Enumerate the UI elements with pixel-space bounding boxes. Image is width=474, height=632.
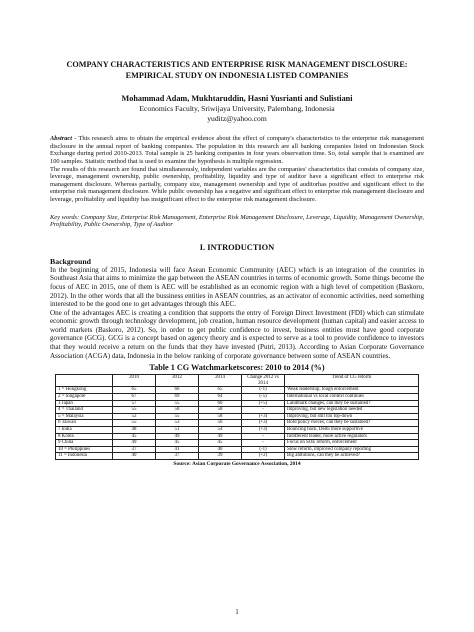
table-row — [56, 407, 419, 414]
page-number: 1 — [235, 608, 239, 616]
abstract-para-2: The results of this research are found that simultaneously, independent variables are the companies' characteristics that consists of company size, leverage, management ownership, public ownership, profitability, liquidity and type of auditor have a significant effect to enterprise risk management disclosure. Whereas partially, company size, management ownership and type of auditorhas positive and significant effect to the enterprise risk management disclosure. While public ownership has a negative and significant effect to enterprise risk management disclosure and leverage, profitability and liquidity has insignificant effect to the enterprise risk management disclosure. — [50, 165, 424, 203]
table-cell: 4 = Thailand — [56, 407, 113, 414]
subsection-heading: Background — [50, 256, 92, 266]
table-cell: 60 — [199, 400, 242, 407]
abstract-para-1 — [50, 135, 424, 165]
table-title: Table 1 CG Watchmarketscores: 2010 to 2014 (%) — [149, 363, 325, 373]
table-header: 2010 — [113, 375, 156, 387]
table-cell: - — [242, 407, 285, 414]
table-cell: 6 Taiwan — [56, 420, 113, 427]
table-cell: Big ambitions, can they be achieved? — [285, 453, 419, 460]
table-row — [56, 440, 419, 447]
table-cell: 56 — [199, 420, 242, 427]
abstract-label: Abstract — [50, 135, 73, 143]
table-body — [56, 387, 419, 460]
table-cell: Improving, but new legislation needed — [285, 407, 419, 414]
table-cell: 55 — [113, 420, 156, 427]
table-cell: 3 Japan — [56, 400, 113, 407]
table-cell: 48 — [113, 427, 156, 434]
table-cell: (+2) — [242, 453, 285, 460]
table-cell: Weak leadership, tough enforcement — [285, 387, 419, 394]
abstract — [50, 135, 424, 203]
table-row — [56, 453, 419, 460]
table-cell: 11 = Indonesia — [56, 453, 113, 460]
table-source: Source: Asian Corporate Governance Association, 2014 — [173, 460, 301, 467]
table-cell: 40 — [199, 446, 242, 453]
table-header: Trend of CG reform — [285, 375, 419, 387]
table-cell: Focus on SOE reform, enforcement — [285, 440, 419, 447]
table-row — [56, 394, 419, 401]
table-cell: 69 — [156, 394, 199, 401]
table-cell: 40 — [113, 453, 156, 460]
table-row — [56, 387, 419, 394]
intro-para-1: In the beginning of 2015, Indonesia will face Asean Economic Community (AEC) which is an integration of the countries in Southeast Asia that aims to minimize the gap between the ASEAN countries in terms of economic growth. Some things become the focus of AEC in 2015, one of them is AEC will be established as an economic region with a high level of competition (Baskoro, 2012). In the other words that all the bussiness entities in ASEAN countries, as an activator of economic activities, need something interested to be the good one to get advantages through this AEC. — [50, 265, 424, 309]
title-line-1: COMPANY CHARACTERISTICS AND ENTERPRISE RISK MANAGEMENT DISCLOSURE: — [66, 60, 408, 69]
table-cell: 39 — [199, 453, 242, 460]
table-header — [56, 375, 113, 387]
table-cell: 67 — [113, 394, 156, 401]
table-header: 2014 — [199, 375, 242, 387]
table-header: 2012 — [156, 375, 199, 387]
table-cell: 57 — [113, 400, 156, 407]
table-cell: 9 China — [56, 440, 113, 447]
table-cell: 53 — [156, 420, 199, 427]
table-cell: Landmark changes, can they be sustained? — [285, 400, 419, 407]
table-cell: 8 Korea — [56, 433, 113, 440]
table-cell: 55 — [156, 400, 199, 407]
table-cell: (+3) — [242, 420, 285, 427]
keywords: Key words: Company Size, Enterprise Risk Management, Enterprise Risk Management Disclosure, Leverage, Liquidity, Management Ownership, Profitability, Public Ownership, Type of Auditor — [50, 213, 424, 229]
table-cell: 37 — [156, 453, 199, 460]
table-cell: Bouncing back, Delhi more supportive — [285, 427, 419, 434]
table-cell: Improving, but still too top-down — [285, 413, 419, 420]
abstract-text-1: - This research aims to obtain the empirical evidence about the effect of company's characteristics to the enterprise risk management disclosure in the annual report of banking companies. The population in this research are all banking companies listed on Indonesian Stock Exchange during period 2010-2013. Total sample is 25 banking companies in four years observation time. So, total sample that is examined are 100 samples. Statistic method that is used to examine the hypothesis is multiple regression. — [50, 135, 424, 165]
table-cell: 58 — [199, 413, 242, 420]
table-cell: 55 — [113, 407, 156, 414]
table-row — [56, 413, 419, 420]
table-cell: 64 — [199, 394, 242, 401]
table-cell: 58 — [156, 407, 199, 414]
table-cell: (+3) — [242, 427, 285, 434]
table-cell: 49 — [113, 440, 156, 447]
table-cell: 7 India — [56, 427, 113, 434]
affiliation: Economics Faculty, Sriwijaya University, Palembang, Indonesia — [139, 104, 335, 113]
table-cell: 49 — [156, 433, 199, 440]
cg-scores-table — [55, 374, 419, 460]
section-heading: I. INTRODUCTION — [199, 242, 275, 252]
table-cell: 65 — [199, 387, 242, 394]
table-cell: (-5) — [242, 394, 285, 401]
table-cell: 45 — [199, 440, 242, 447]
table-cell: 55 — [156, 413, 199, 420]
table-row — [56, 427, 419, 434]
table-cell: 45 — [156, 440, 199, 447]
table-cell: 54 — [199, 427, 242, 434]
table-cell: 49 — [199, 433, 242, 440]
table-row — [56, 446, 419, 453]
table-row — [56, 420, 419, 427]
table-cell: 5 = Malaysia — [56, 413, 113, 420]
table-cell: 10 = Philippines — [56, 446, 113, 453]
table-row — [56, 433, 419, 440]
table-cell: 51 — [156, 427, 199, 434]
table-cell: 65 — [113, 387, 156, 394]
table-cell: (+3) — [242, 413, 285, 420]
authors: Mohammad Adam, Mukhtaruddin, Hasni Yusrianti and Sulistiani — [121, 94, 353, 103]
intro-para-2: One of the advantages AEC is creating a condition that supports the entry of Foreign Direct Investment (FDI) which can stimulate economic growth through technology development, job creation, human resource development (human capital) and easier access to world markets (Baskoro, 2012). So, in order to get public confidence to invest, business entities must have good corporate governance (GCG). GCG is a concept based on agency theory and is expected to serve as a tool to provide confidence to investors that they would receive a return on the funds that they have invested (Putri, 2013). According to Asian Corporate Governance Association (ACGA) data, Indonesia in the below ranking of corporate governance between some of ASEAN countries. — [50, 308, 424, 360]
table-cell: 52 — [113, 413, 156, 420]
table-cell: 37 — [113, 446, 156, 453]
table-cell: 45 — [113, 433, 156, 440]
table-row — [56, 400, 419, 407]
table-cell: 1 = Hongkong — [56, 387, 113, 394]
table-cell: Indifferent leader, more active regulators — [285, 433, 419, 440]
title-line-2: EMPIRICAL STUDY ON INDONESIA LISTED COMPANIES — [125, 70, 349, 80]
table-cell: Slow reform, improved company reporting — [285, 446, 419, 453]
paper-title — [50, 60, 424, 81]
table-cell: (-1) — [242, 446, 285, 453]
email: yuditz@yahoo.com — [207, 113, 267, 123]
table-header: Change 2012 vs 2014 — [242, 375, 285, 387]
table-cell: 58 — [199, 407, 242, 414]
table-cell: Bold policy moves, can they be sustained? — [285, 420, 419, 427]
table-cell: 2 = Singapore — [56, 394, 113, 401]
table-cell: 66 — [156, 387, 199, 394]
table-cell: (+5) — [242, 400, 285, 407]
table-cell: - — [242, 440, 285, 447]
table-cell: 41 — [156, 446, 199, 453]
table-cell: International vs local context continues — [285, 394, 419, 401]
table-cell: (-1) — [242, 387, 285, 394]
table-cell: - — [242, 433, 285, 440]
table-header-row — [56, 375, 419, 387]
